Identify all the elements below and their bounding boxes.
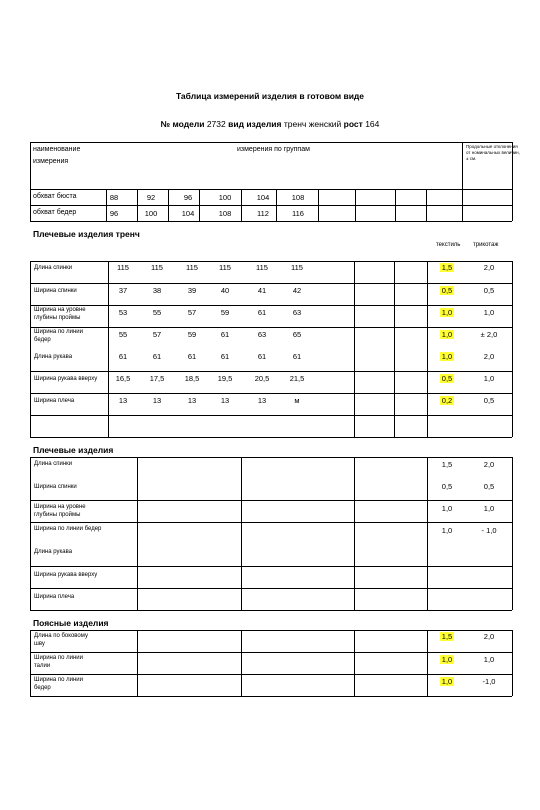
cell-value: 59 bbox=[220, 308, 230, 317]
page-title: Таблица измерений изделия в готовом виде bbox=[175, 91, 365, 101]
cell-value: 41 bbox=[257, 286, 267, 295]
cell-value: 61 bbox=[292, 352, 302, 361]
header-note: Продольные отклонения от номинальных величин, ± см. bbox=[466, 144, 520, 161]
cell-value: 115 bbox=[256, 263, 268, 272]
cell-value: 115 bbox=[219, 263, 231, 272]
cell-value: 40 bbox=[220, 286, 230, 295]
tolerance-knit: ± 2,0 bbox=[480, 330, 498, 339]
tolerance-knit: - 1,0 bbox=[481, 526, 497, 535]
tolerance-textile: 0,2 bbox=[441, 396, 453, 405]
row-label-cont: талии bbox=[34, 663, 51, 669]
model-label: № модели bbox=[160, 119, 205, 129]
tolerance-textile: 1,0 bbox=[441, 526, 453, 535]
tolerance-knit: 2,0 bbox=[483, 352, 495, 361]
cell-value: 59 bbox=[187, 330, 197, 339]
cell-value: 112 bbox=[257, 209, 269, 218]
cell-value: 13 bbox=[187, 396, 197, 405]
row-label: Ширина спинки bbox=[34, 484, 77, 490]
row-label: Ширина по линии bbox=[34, 329, 83, 335]
row-label: Ширина плеча bbox=[34, 594, 75, 600]
row-label-cont: глубины проймы bbox=[34, 315, 81, 321]
tolerance-textile: 1,0 bbox=[441, 308, 453, 317]
row-label: Ширина рукава вверху bbox=[34, 572, 98, 578]
cell-value: 115 bbox=[186, 263, 198, 272]
row-label: Ширина по линии бедер bbox=[34, 526, 102, 532]
column-header-textile: текстиль bbox=[436, 242, 461, 248]
tolerance-knit: 1,0 bbox=[483, 655, 495, 664]
tolerance-textile: 1,0 bbox=[441, 504, 453, 513]
cell-value: 61 bbox=[257, 308, 267, 317]
tolerance-knit: 1,0 bbox=[483, 308, 495, 317]
cell-value: 13 bbox=[152, 396, 162, 405]
cell-value: 37 bbox=[118, 286, 128, 295]
cell-value: 61 bbox=[187, 352, 197, 361]
cell-value: 55 bbox=[152, 308, 162, 317]
cell-value: 88 bbox=[109, 193, 119, 202]
tolerance-textile: 1,0 bbox=[441, 677, 453, 686]
cell-value: 39 bbox=[187, 286, 197, 295]
row-label: Ширина на уровне bbox=[34, 307, 86, 313]
tolerance-knit: 0,5 bbox=[483, 396, 495, 405]
section-title: Плечевые изделия bbox=[33, 445, 114, 455]
cell-value: 100 bbox=[218, 193, 232, 202]
tolerance-textile: 1,0 bbox=[441, 330, 453, 339]
cell-value: 65 bbox=[292, 330, 302, 339]
row-label: Длина спинки bbox=[34, 461, 73, 467]
tolerance-knit: -1,0 bbox=[482, 677, 496, 686]
cell-value: 61 bbox=[220, 352, 230, 361]
cell-value: 61 bbox=[220, 330, 230, 339]
height-label: рост bbox=[343, 119, 363, 129]
header-groups: измерения по группам bbox=[237, 146, 310, 153]
cell-value: 108 bbox=[291, 193, 305, 202]
tolerance-knit: 2,0 bbox=[483, 632, 495, 641]
row-label: Ширина спинки bbox=[34, 288, 77, 294]
cell-value: 57 bbox=[187, 308, 197, 317]
row-label: Ширина по линии bbox=[34, 677, 83, 683]
tolerance-knit: 0,5 bbox=[483, 482, 495, 491]
row-label: Длина рукава bbox=[34, 549, 73, 555]
tolerance-textile: 0,5 bbox=[441, 482, 453, 491]
row-label: Длина рукава bbox=[34, 354, 73, 360]
tolerance-textile: 1,5 bbox=[441, 460, 453, 469]
cell-value: 115 bbox=[291, 263, 303, 272]
tolerance-textile: 1,0 bbox=[441, 352, 453, 361]
tolerance-textile: 0,5 bbox=[441, 286, 453, 295]
row-label: Ширина рукава вверху bbox=[34, 376, 98, 382]
cell-value: 20,5 bbox=[254, 374, 270, 383]
cell-value: 38 bbox=[152, 286, 162, 295]
row-label: Длина по боковому bbox=[34, 633, 88, 639]
model-value: 2732 bbox=[206, 119, 226, 129]
header-name-line1: наименование bbox=[33, 146, 81, 153]
cell-value: 61 bbox=[118, 352, 128, 361]
cell-value: 108 bbox=[218, 209, 232, 218]
cell-value: 13 bbox=[220, 396, 230, 405]
column-header-knit: трикотаж bbox=[473, 242, 499, 248]
type-value: тренч женский bbox=[283, 119, 342, 129]
row-label: Длина спинки bbox=[34, 265, 73, 271]
cell-value: 57 bbox=[152, 330, 162, 339]
tolerance-textile: 0,5 bbox=[441, 374, 453, 383]
row-label: обхват бедер bbox=[33, 209, 77, 216]
tolerance-textile: 1,5 bbox=[441, 263, 453, 272]
cell-value: 13 bbox=[257, 396, 267, 405]
cell-value: 55 bbox=[118, 330, 128, 339]
cell-value: 61 bbox=[257, 352, 267, 361]
cell-value: 18,5 bbox=[184, 374, 200, 383]
cell-value: 104 bbox=[181, 209, 195, 218]
cell-value: 116 bbox=[292, 209, 304, 218]
row-label: Ширина плеча bbox=[34, 398, 75, 404]
row-label-cont: шву bbox=[34, 641, 45, 647]
height-value: 164 bbox=[365, 119, 380, 129]
cell-value: 63 bbox=[257, 330, 267, 339]
cell-value: 19,5 bbox=[217, 374, 233, 383]
cell-value: м bbox=[294, 396, 300, 405]
cell-value: 53 bbox=[118, 308, 128, 317]
cell-value: 115 bbox=[151, 263, 163, 272]
cell-value: 21,5 bbox=[289, 374, 305, 383]
tolerance-knit: 1,0 bbox=[483, 374, 495, 383]
row-label-cont: бедер bbox=[34, 685, 51, 691]
tolerance-knit: 0,5 bbox=[483, 286, 495, 295]
row-label: Ширина по линии bbox=[34, 655, 83, 661]
cell-value: 63 bbox=[292, 308, 302, 317]
cell-value: 17,5 bbox=[149, 374, 165, 383]
cell-value: 96 bbox=[109, 209, 119, 218]
cell-value: 13 bbox=[118, 396, 128, 405]
section-title: Поясные изделия bbox=[33, 618, 109, 628]
tolerance-knit: 2,0 bbox=[483, 263, 495, 272]
row-label-cont: бедер bbox=[34, 337, 51, 343]
header-name-line2: измерения bbox=[33, 158, 69, 165]
cell-value: 104 bbox=[256, 193, 270, 202]
model-line bbox=[0, 119, 540, 129]
row-label: Ширина на уровне глубины проймы bbox=[34, 504, 86, 518]
cell-value: 16,5 bbox=[115, 374, 131, 383]
tolerance-knit: 2,0 bbox=[483, 460, 495, 469]
type-label: вид изделия bbox=[228, 119, 282, 129]
cell-value: 100 bbox=[144, 209, 158, 218]
cell-value: 115 bbox=[117, 263, 129, 272]
tolerance-knit: 1,0 bbox=[483, 504, 495, 513]
row-label: обхват бюста bbox=[33, 193, 77, 200]
cell-value: 96 bbox=[183, 193, 193, 202]
cell-value: 92 bbox=[146, 193, 156, 202]
cell-value: 42 bbox=[292, 286, 302, 295]
tolerance-textile: 1,5 bbox=[441, 632, 453, 641]
section-title: Плечевые изделия тренч bbox=[33, 229, 140, 239]
tolerance-textile: 1,0 bbox=[441, 655, 453, 664]
cell-value: 61 bbox=[152, 352, 162, 361]
